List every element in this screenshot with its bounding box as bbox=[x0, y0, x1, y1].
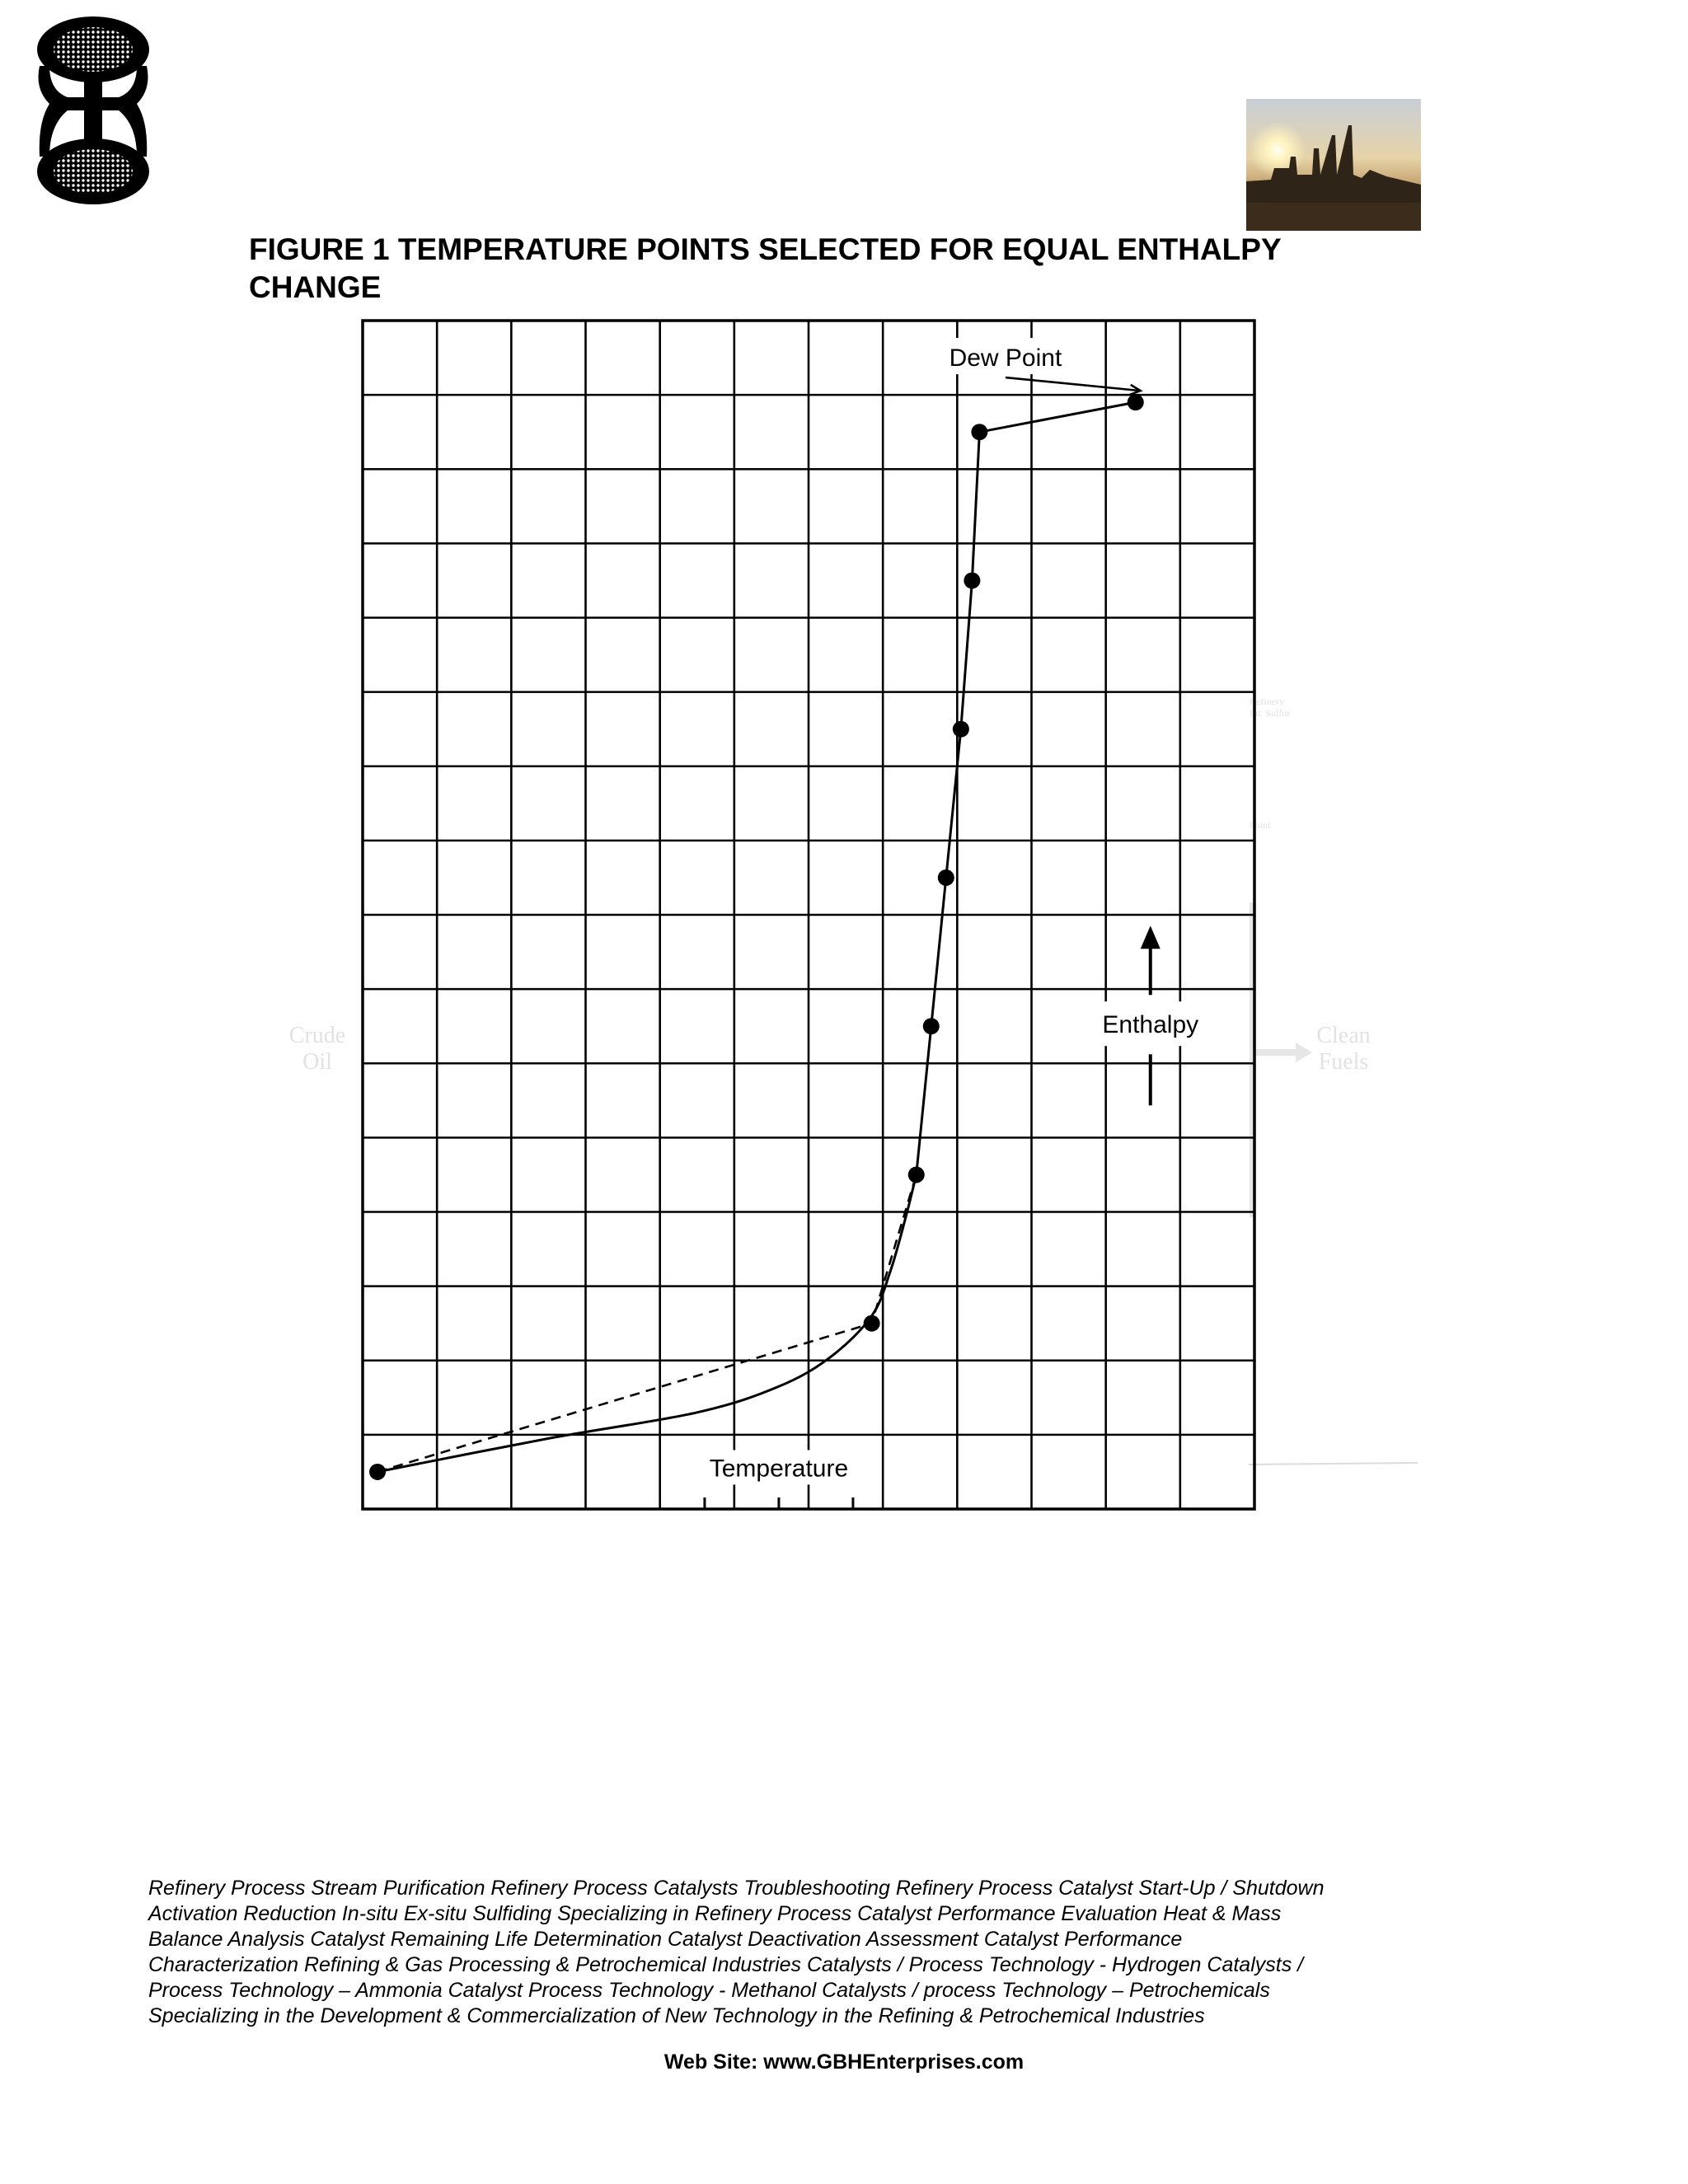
series-dashed-line bbox=[377, 1174, 917, 1472]
faint-text-right: Clean Fuels bbox=[1316, 1023, 1371, 1075]
chart-annotations bbox=[701, 338, 1208, 1509]
faint-text-left: Crude Oil bbox=[288, 1023, 346, 1075]
series-solid-curve bbox=[377, 1174, 917, 1472]
data-point bbox=[864, 1315, 880, 1332]
data-point bbox=[964, 572, 980, 588]
x-axis-label: Temperature bbox=[709, 1455, 849, 1483]
footer-website: Web Site: www.GBHEnterprises.com bbox=[663, 2050, 1025, 2074]
refinery-photo bbox=[1246, 99, 1421, 231]
data-point bbox=[923, 1018, 940, 1034]
data-point bbox=[908, 1166, 925, 1183]
y-axis-label: Enthalpy bbox=[1102, 1011, 1199, 1039]
chart-grid bbox=[363, 321, 1254, 1509]
faint-background-layer bbox=[289, 696, 1418, 1465]
data-point bbox=[369, 1464, 386, 1480]
faint-text-small-1: Refinery Int. Sulfur bbox=[1250, 696, 1291, 719]
enthalpy-temperature-chart bbox=[280, 301, 1434, 1521]
dew-point-arrow-line bbox=[1006, 377, 1141, 391]
data-point bbox=[938, 869, 954, 886]
data-point bbox=[1128, 394, 1144, 410]
faint-text-small-2: Point bbox=[1250, 819, 1271, 831]
company-logo-icon bbox=[31, 15, 155, 206]
figure-title: FIGURE 1 TEMPERATURE POINTS SELECTED FOR EQUAL ENTHALPY CHANGE bbox=[249, 232, 1281, 304]
series-solid-line bbox=[917, 402, 1136, 1174]
data-point bbox=[953, 721, 969, 738]
dew-point-label: Dew Point bbox=[949, 344, 1062, 373]
footer-services-text: Refinery Process Stream Purification Refinery Process Catalysts Troubleshooting Refinery Process Catalyst Start-Up / Shutdown Activation Reduction In-situ Ex-situ Sulfiding Specializing in Refinery Process Catalyst Performance Evaluation Heat & Mass Balance Analysis Catalyst Remaining Life Determination Catalyst Deactivation Assessment Catalyst Performance Characterization Refining & Gas Processing & Petrochemical Industries Catalysts / Process Technology - Hydrogen Catalysts / Process Technology – Ammonia Catalyst Process Technology - Methanol Catalysts / process Technology – Petrochemicals Specializing in the Development & Commercialization of New Technology in the Refining & Petrochemical Industries bbox=[148, 1877, 1325, 2027]
data-point bbox=[971, 424, 987, 440]
chart-series bbox=[369, 394, 1144, 1483]
enthalpy-arrow-head bbox=[1141, 926, 1160, 949]
